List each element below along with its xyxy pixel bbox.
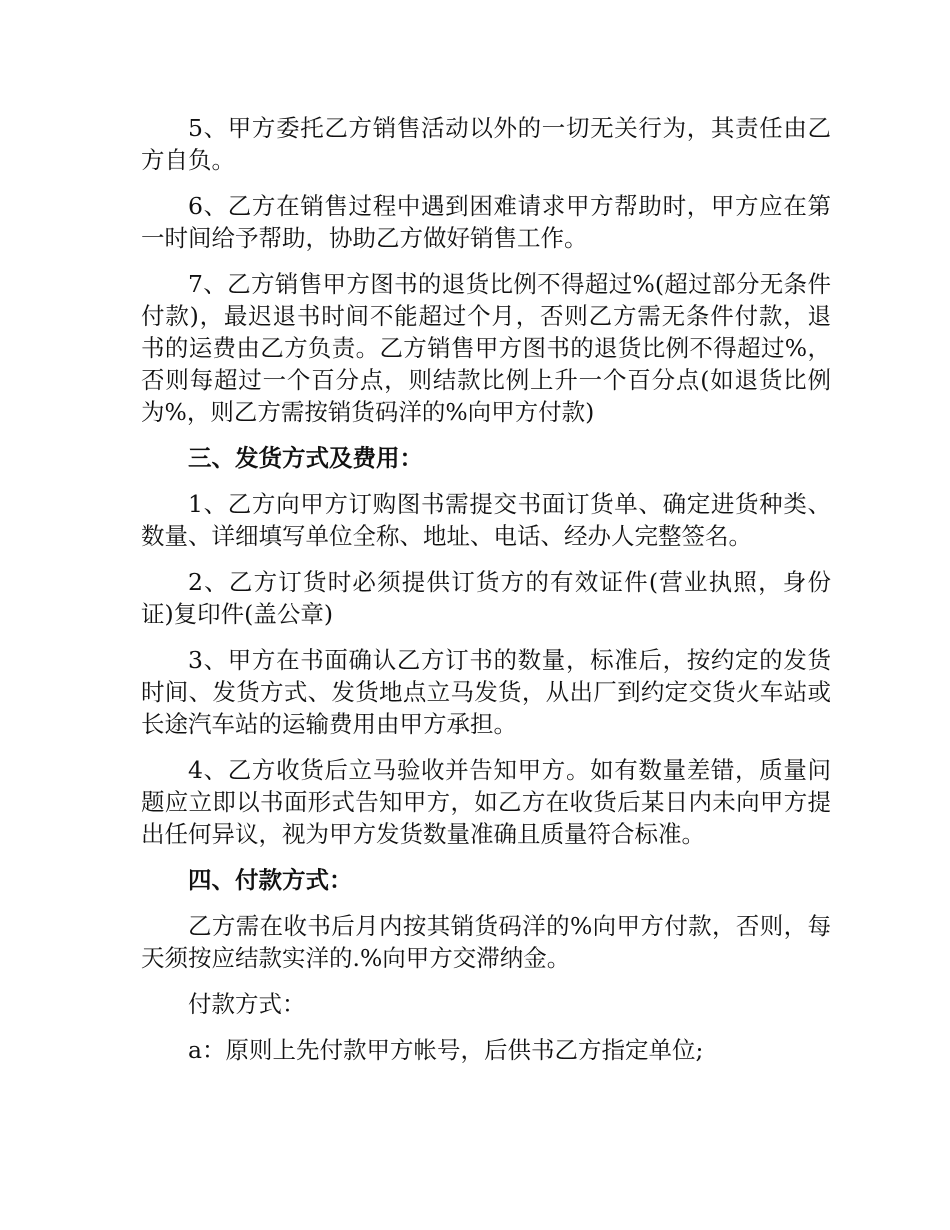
payment-clause: 乙方需在收书后月内按其销货码洋的%向甲方付款，否则，每天须按应结款实洋的.%向甲方交滞纳金。 [141, 912, 831, 972]
document-page [141, 112, 831, 1080]
payment-method-label: 付款方式： [188, 990, 306, 1018]
shipping-clause-3: 3、甲方在书面确认乙方订书的数量，标准后，按约定的发货时间、发货方式、发货地点立马发货，从出厂到约定交货火车站或长途汽车站的运输费用由甲方承担。 [141, 646, 831, 738]
clause-6: 6、乙方在销售过程中遇到困难请求甲方帮助时，甲方应在第一时间给予帮助，协助乙方做好销售工作。 [141, 192, 831, 252]
payment-method-a: a：原则上先付款甲方帐号，后供书乙方指定单位; [188, 1036, 704, 1064]
clause-5: 5、甲方委托乙方销售活动以外的一切无关行为，其责任由乙方自负。 [141, 114, 831, 174]
clause-7: 7、乙方销售甲方图书的退货比例不得超过%(超过部分无条件付款)，最迟退书时间不能超过个月，否则乙方需无条件付款，退书的运费由乙方负责。乙方销售甲方图书的退货比例不得超过%，否则每超过一个百分点，则结款比例上升一个百分点(如退货比例为%，则乙方需按销货码洋的%向甲方付款) [141, 270, 831, 426]
shipping-clause-2: 2、乙方订货时必须提供订货方的有效证件(营业执照，身份证)复印件(盖公章) [141, 568, 831, 628]
shipping-clause-1: 1、乙方向甲方订购图书需提交书面订货单、确定进货种类、数量、详细填写单位全称、地址、电话、经办人完整签名。 [141, 490, 831, 550]
shipping-clause-4: 4、乙方收货后立马验收并告知甲方。如有数量差错，质量问题应立即以书面形式告知甲方，如乙方在收货后某日内未向甲方提出任何异议，视为甲方发货数量准确且质量符合标准。 [141, 756, 831, 848]
section-heading-shipping: 三、发货方式及费用： [188, 444, 423, 472]
section-heading-payment: 四、付款方式： [188, 866, 353, 894]
